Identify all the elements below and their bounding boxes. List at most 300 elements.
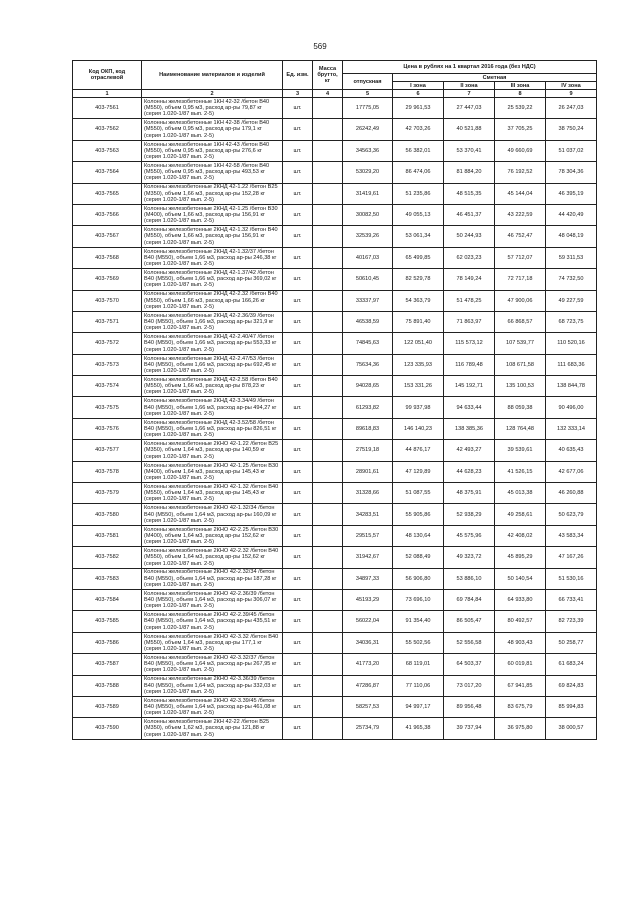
cell-zone-3-price: 128 764,48 — [495, 418, 546, 439]
cell-code: 403-7565 — [73, 183, 142, 204]
cell-release-price: 53029,20 — [343, 162, 393, 183]
cell-zone-3-price: 57 712,07 — [495, 247, 546, 268]
cell-zone-1-price: 77 110,06 — [393, 675, 444, 696]
cell-name: Колонны железобетонные 2КНД 42-2.47/53 /бетон В40 (М550), объем 1,66 м3, расход ар-ры 692,45 кг (серия 1.020-1/87 вып. 2-5) — [142, 354, 283, 375]
cell-name: Колонны железобетонные 2КНД 42-1.37/42 /бетон В40 (М550), объем 1,66 м3, расход ар-ры 369,02 кг (серия 1.020-1/87 вып. 2-5) — [142, 269, 283, 290]
cell-zone-2-price: 42 493,27 — [444, 440, 495, 461]
cell-name: Колонны железобетонные 2КНО 42-2.36/39 /бетон В40 (М550), объем 1,64 м3, расход ар-ры 306,07 кг (серия 1.020-1/87 вып. 2-5) — [142, 589, 283, 610]
table-row — [73, 611, 597, 632]
cell-unit: шт. — [283, 290, 313, 311]
cell-unit: шт. — [283, 654, 313, 675]
cell-code: 403-7589 — [73, 696, 142, 717]
cell-zone-3-price: 67 941,85 — [495, 675, 546, 696]
cell-zone-4-price: 46 395,19 — [546, 183, 597, 204]
cell-unit: шт. — [283, 140, 313, 161]
cell-zone-3-price: 39 539,61 — [495, 440, 546, 461]
cell-mass — [313, 354, 343, 375]
cell-code: 403-7579 — [73, 483, 142, 504]
cell-zone-2-price: 94 633,44 — [444, 397, 495, 418]
cell-code: 403-7577 — [73, 440, 142, 461]
cell-mass — [313, 311, 343, 332]
cell-mass — [313, 483, 343, 504]
cell-code: 403-7562 — [73, 119, 142, 140]
table-row — [73, 525, 597, 546]
col-number: 5 — [343, 90, 393, 98]
cell-zone-3-price: 135 100,53 — [495, 376, 546, 397]
table-row — [73, 162, 597, 183]
cell-unit: шт. — [283, 589, 313, 610]
cell-code: 403-7576 — [73, 418, 142, 439]
col-number: 7 — [444, 90, 495, 98]
cell-name: Колонны железобетонные 2КНД 42-2.36/39 /бетон В40 (М550), объем 1,66 м3, расход ар-ры 321,9 кг (серия 1.020-1/87 вып. 2-5) — [142, 311, 283, 332]
cell-unit: шт. — [283, 568, 313, 589]
col-number: 3 — [283, 90, 313, 98]
cell-zone-4-price: 51 037,02 — [546, 140, 597, 161]
cell-code: 403-7575 — [73, 397, 142, 418]
table-row — [73, 183, 597, 204]
cell-zone-4-price: 59 311,53 — [546, 247, 597, 268]
cell-zone-2-price: 71 863,97 — [444, 311, 495, 332]
cell-release-price: 28901,61 — [343, 461, 393, 482]
cell-zone-2-price: 39 737,94 — [444, 718, 495, 739]
cell-zone-3-price: 72 717,18 — [495, 269, 546, 290]
cell-zone-1-price: 47 129,89 — [393, 461, 444, 482]
cell-unit: шт. — [283, 547, 313, 568]
cell-unit: шт. — [283, 418, 313, 439]
table-row — [73, 675, 597, 696]
table-row — [73, 376, 597, 397]
header-zone-1: I зона — [393, 82, 444, 90]
cell-zone-1-price: 55 502,56 — [393, 632, 444, 653]
header-code: Код ОКП, код отраслевой — [73, 61, 142, 90]
table-row — [73, 696, 597, 717]
cell-code: 403-7587 — [73, 654, 142, 675]
cell-zone-4-price: 61 683,24 — [546, 654, 597, 675]
cell-zone-1-price: 146 140,23 — [393, 418, 444, 439]
cell-zone-3-price: 42 408,02 — [495, 525, 546, 546]
cell-release-price: 41773,20 — [343, 654, 393, 675]
cell-release-price: 61293,82 — [343, 397, 393, 418]
table-row — [73, 718, 597, 739]
cell-mass — [313, 397, 343, 418]
cell-release-price: 31419,61 — [343, 183, 393, 204]
cell-zone-2-price: 50 244,93 — [444, 226, 495, 247]
cell-zone-4-price: 90 496,00 — [546, 397, 597, 418]
table-row — [73, 140, 597, 161]
cell-zone-4-price: 78 304,36 — [546, 162, 597, 183]
cell-code: 403-7581 — [73, 525, 142, 546]
cell-zone-2-price: 115 573,12 — [444, 333, 495, 354]
col-number: 6 — [393, 90, 444, 98]
cell-mass — [313, 718, 343, 739]
cell-code: 403-7586 — [73, 632, 142, 653]
cell-unit: шт. — [283, 204, 313, 225]
table-row — [73, 483, 597, 504]
cell-unit: шт. — [283, 675, 313, 696]
cell-zone-2-price: 86 505,47 — [444, 611, 495, 632]
cell-zone-3-price: 37 705,25 — [495, 119, 546, 140]
cell-name: Колонны железобетонные 2КНД 42-2.40/47 /бетон В40 (М550), объем 1,66 м3, расход ар-ры 553,33 кг (серия 1.020-1/87 вып. 2-5) — [142, 333, 283, 354]
cell-release-price: 33337,97 — [343, 290, 393, 311]
cell-zone-1-price: 56 906,80 — [393, 568, 444, 589]
cell-zone-3-price: 45 144,04 — [495, 183, 546, 204]
cell-unit: шт. — [283, 461, 313, 482]
table-row — [73, 204, 597, 225]
cell-code: 403-7568 — [73, 247, 142, 268]
cell-code: 403-7572 — [73, 333, 142, 354]
cell-zone-1-price: 122 051,40 — [393, 333, 444, 354]
cell-name: Колонны железобетонные 2КНО 42-3.39/45 /бетон В40 (М550), объем 1,64 м3, расход ар-ры 461,08 кг (серия 1.020-1/87 вып. 2-5) — [142, 696, 283, 717]
table-row — [73, 290, 597, 311]
cell-mass — [313, 162, 343, 183]
cell-zone-1-price: 99 937,98 — [393, 397, 444, 418]
cell-mass — [313, 333, 343, 354]
cell-name: Колонны железобетонные 2КНО 42-1.25 /бетон В30 (М400), объем 1,64 м3, расход ар-ры 145,43 кг (серия 1.020-1/87 вып. 2-5) — [142, 461, 283, 482]
cell-zone-4-price: 49 227,59 — [546, 290, 597, 311]
cell-mass — [313, 654, 343, 675]
table-row — [73, 418, 597, 439]
cell-zone-3-price: 47 900,06 — [495, 290, 546, 311]
cell-unit: шт. — [283, 311, 313, 332]
cell-mass — [313, 247, 343, 268]
cell-name: Колонны железобетонные 2КНО 42-2.32 /бетон В40 (М550), объем 1,64 м3, расход ар-ры 152,62 кг (серия 1.020-1/87 вып. 2-5) — [142, 547, 283, 568]
cell-zone-3-price: 45 013,38 — [495, 483, 546, 504]
cell-mass — [313, 632, 343, 653]
cell-zone-2-price: 89 956,48 — [444, 696, 495, 717]
cell-zone-2-price: 52 556,58 — [444, 632, 495, 653]
cell-zone-4-price: 48 048,19 — [546, 226, 597, 247]
cell-unit: шт. — [283, 333, 313, 354]
cell-unit: шт. — [283, 611, 313, 632]
cell-name: Колонны железобетонные 2КНД 42-3.52/58 /бетон В40 (М550), объем 1,66 м3, расход ар-ры 826,51 кг (серия 1.020-1/87 вып. 2-5) — [142, 418, 283, 439]
header-name: Наименование материалов и изделий — [142, 61, 283, 90]
cell-name: Колонны железобетонные 2КНД 42-3.34/49 /бетон В40 (М550), объем 1,66 м3, расход ар-ры 494,27 кг (серия 1.020-1/87 вып. 2-5) — [142, 397, 283, 418]
cell-code: 403-7571 — [73, 311, 142, 332]
cell-zone-2-price: 49 323,72 — [444, 547, 495, 568]
cell-code: 403-7569 — [73, 269, 142, 290]
cell-zone-2-price: 46 451,37 — [444, 204, 495, 225]
cell-zone-1-price: 52 088,49 — [393, 547, 444, 568]
cell-zone-3-price: 66 868,57 — [495, 311, 546, 332]
cell-code: 403-7584 — [73, 589, 142, 610]
cell-release-price: 31942,67 — [343, 547, 393, 568]
col-number: 2 — [142, 90, 283, 98]
cell-zone-4-price: 85 994,83 — [546, 696, 597, 717]
cell-mass — [313, 119, 343, 140]
cell-name: Колонны железобетонные 2КНО 42-1.32/34 /бетон В40 (М550), объем 1,64 м3, расход ар-ры 160,09 кг (серия 1.020-1/87 вып. 2-5) — [142, 504, 283, 525]
cell-unit: шт. — [283, 397, 313, 418]
cell-zone-2-price: 44 628,23 — [444, 461, 495, 482]
cell-zone-1-price: 73 696,10 — [393, 589, 444, 610]
cell-unit: шт. — [283, 162, 313, 183]
cell-zone-1-price: 51 087,55 — [393, 483, 444, 504]
cell-zone-3-price: 45 895,29 — [495, 547, 546, 568]
cell-release-price: 75634,36 — [343, 354, 393, 375]
cell-release-price: 34897,33 — [343, 568, 393, 589]
cell-name: Колонны железобетонные 2КНД 42-1.32/37 /бетон В40 (М550), объем 1,66 м3, расход ар-ры 246,38 кг (серия 1.020-1/87 вып. 2-5) — [142, 247, 283, 268]
cell-zone-1-price: 53 061,34 — [393, 226, 444, 247]
header-price-group: Цена в рублях на 1 квартал 2016 года (без НДС) — [343, 61, 597, 74]
cell-zone-4-price: 132 333,14 — [546, 418, 597, 439]
cell-mass — [313, 140, 343, 161]
cell-release-price: 34283,51 — [343, 504, 393, 525]
cell-zone-1-price: 123 335,93 — [393, 354, 444, 375]
cell-unit: шт. — [283, 354, 313, 375]
header-mass: Масса брутто, кг — [313, 61, 343, 90]
cell-unit: шт. — [283, 483, 313, 504]
cell-mass — [313, 461, 343, 482]
cell-zone-3-price: 49 660,69 — [495, 140, 546, 161]
cell-mass — [313, 675, 343, 696]
cell-mass — [313, 183, 343, 204]
table-row — [73, 461, 597, 482]
cell-zone-4-price: 47 167,26 — [546, 547, 597, 568]
cell-zone-1-price: 86 474,06 — [393, 162, 444, 183]
cell-zone-4-price: 74 732,50 — [546, 269, 597, 290]
cell-zone-3-price: 49 258,61 — [495, 504, 546, 525]
cell-release-price: 30082,50 — [343, 204, 393, 225]
cell-zone-4-price: 68 723,75 — [546, 311, 597, 332]
cell-zone-2-price: 51 478,25 — [444, 290, 495, 311]
cell-code: 403-7583 — [73, 568, 142, 589]
cell-zone-4-price: 82 723,39 — [546, 611, 597, 632]
cell-zone-1-price: 65 499,85 — [393, 247, 444, 268]
cell-mass — [313, 376, 343, 397]
cell-mass — [313, 504, 343, 525]
table-row — [73, 119, 597, 140]
cell-name: Колонны железобетонные 1КН 42-38 /бетон В40 (М550), объем 0,95 м3, расход ар-ры 179,1 кг (серия 1.020-1/87 вып. 2-5) — [142, 119, 283, 140]
cell-mass — [313, 418, 343, 439]
cell-unit: шт. — [283, 269, 313, 290]
cell-code: 403-7588 — [73, 675, 142, 696]
table-row — [73, 333, 597, 354]
cell-code: 403-7578 — [73, 461, 142, 482]
cell-name: Колонны железобетонные 2КНО 42-2.39/45 /бетон В40 (М550), объем 1,64 м3, расход ар-ры 435,51 кг (серия 1.020-1/87 вып. 2-5) — [142, 611, 283, 632]
cell-release-price: 56022,04 — [343, 611, 393, 632]
cell-zone-2-price: 138 385,36 — [444, 418, 495, 439]
cell-release-price: 40167,03 — [343, 247, 393, 268]
cell-unit: шт. — [283, 525, 313, 546]
col-number: 8 — [495, 90, 546, 98]
cell-code: 403-7570 — [73, 290, 142, 311]
cell-unit: шт. — [283, 632, 313, 653]
cell-name: Колонны железобетонные 1КН 42-32 /бетон В40 (М550), объем 0,95 м3, расход ар-ры 79,87 кг (серия 1.020-1/87 вып. 2-5) — [142, 98, 283, 119]
cell-zone-1-price: 75 891,40 — [393, 311, 444, 332]
cell-zone-4-price: 51 530,16 — [546, 568, 597, 589]
cell-code: 403-7566 — [73, 204, 142, 225]
cell-zone-2-price: 52 938,29 — [444, 504, 495, 525]
table-row — [73, 311, 597, 332]
cell-release-price: 94028,65 — [343, 376, 393, 397]
table-row — [73, 589, 597, 610]
cell-zone-3-price: 41 526,15 — [495, 461, 546, 482]
cell-code: 403-7573 — [73, 354, 142, 375]
cell-code: 403-7580 — [73, 504, 142, 525]
cell-zone-3-price: 107 539,77 — [495, 333, 546, 354]
cell-zone-1-price: 44 876,17 — [393, 440, 444, 461]
cell-zone-4-price: 111 683,36 — [546, 354, 597, 375]
cell-zone-2-price: 62 023,23 — [444, 247, 495, 268]
cell-unit: шт. — [283, 183, 313, 204]
cell-name: Колонны железобетонные 2КНД 42-1.25 /бетон В30 (М400), объем 1,66 м3, расход ар-ры 156,91 кг (серия 1.020-1/87 вып. 2-5) — [142, 204, 283, 225]
cell-code: 403-7585 — [73, 611, 142, 632]
table-row — [73, 504, 597, 525]
cell-zone-3-price: 83 675,79 — [495, 696, 546, 717]
cell-mass — [313, 226, 343, 247]
cell-release-price: 45193,29 — [343, 589, 393, 610]
cell-unit: шт. — [283, 696, 313, 717]
cell-zone-3-price: 43 222,59 — [495, 204, 546, 225]
table-row — [73, 397, 597, 418]
cell-zone-3-price: 60 019,81 — [495, 654, 546, 675]
cell-mass — [313, 696, 343, 717]
cell-zone-1-price: 55 905,86 — [393, 504, 444, 525]
cell-release-price: 46538,59 — [343, 311, 393, 332]
cell-zone-2-price: 40 521,88 — [444, 119, 495, 140]
header-estimate: Сметная — [393, 74, 597, 82]
cell-zone-4-price: 110 520,16 — [546, 333, 597, 354]
table-row — [73, 632, 597, 653]
cell-code: 403-7590 — [73, 718, 142, 739]
cell-release-price: 89618,83 — [343, 418, 393, 439]
cell-zone-4-price: 38 000,57 — [546, 718, 597, 739]
cell-release-price: 26242,49 — [343, 119, 393, 140]
table-row — [73, 568, 597, 589]
cell-zone-2-price: 64 503,37 — [444, 654, 495, 675]
header-zone-3: III зона — [495, 82, 546, 90]
cell-zone-2-price: 45 575,96 — [444, 525, 495, 546]
cell-zone-3-price: 25 539,22 — [495, 98, 546, 119]
cell-zone-2-price: 69 784,84 — [444, 589, 495, 610]
table-row — [73, 654, 597, 675]
cell-zone-1-price: 54 363,79 — [393, 290, 444, 311]
cell-zone-1-price: 29 961,53 — [393, 98, 444, 119]
cell-zone-1-price: 94 997,17 — [393, 696, 444, 717]
cell-code: 403-7574 — [73, 376, 142, 397]
cell-unit: шт. — [283, 718, 313, 739]
cell-zone-2-price: 27 447,03 — [444, 98, 495, 119]
cell-zone-2-price: 53 370,41 — [444, 140, 495, 161]
cell-name: Колонны железобетонные 2КНД 42-2.58 /бетон В40 (М550), объем 1,66 м3, расход ар-ры 878,23 кг (серия 1.020-1/87 вып. 2-5) — [142, 376, 283, 397]
cell-unit: шт. — [283, 247, 313, 268]
cell-mass — [313, 269, 343, 290]
cell-zone-3-price: 108 671,58 — [495, 354, 546, 375]
cell-mass — [313, 589, 343, 610]
cell-zone-3-price: 50 140,54 — [495, 568, 546, 589]
cell-mass — [313, 204, 343, 225]
price-table — [72, 60, 597, 740]
cell-unit: шт. — [283, 440, 313, 461]
cell-zone-4-price: 66 733,41 — [546, 589, 597, 610]
cell-zone-1-price: 51 235,86 — [393, 183, 444, 204]
cell-zone-1-price: 41 965,38 — [393, 718, 444, 739]
cell-zone-1-price: 153 331,26 — [393, 376, 444, 397]
header-unit: Ед. изм. — [283, 61, 313, 90]
col-number: 9 — [546, 90, 597, 98]
cell-mass — [313, 440, 343, 461]
cell-zone-2-price: 73 017,20 — [444, 675, 495, 696]
cell-zone-3-price: 46 752,47 — [495, 226, 546, 247]
cell-zone-2-price: 145 192,71 — [444, 376, 495, 397]
cell-name: Колонны железобетонные 2КНО 42-3.32 /бетон В40 (М550), объем 1,64 м3, расход ар-ры 177,1 кг (серия 1.020-1/87 вып. 2-5) — [142, 632, 283, 653]
col-number: 1 — [73, 90, 142, 98]
cell-name: Колонны железобетонные 2КНО 42-3.36/39 /бетон В40 (М550), объем 1,64 м3, расход ар-ры 332,03 кг (серия 1.020-1/87 вып. 2-5) — [142, 675, 283, 696]
cell-zone-3-price: 36 975,80 — [495, 718, 546, 739]
cell-code: 403-7567 — [73, 226, 142, 247]
cell-release-price: 17775,05 — [343, 98, 393, 119]
cell-zone-1-price: 48 130,64 — [393, 525, 444, 546]
cell-mass — [313, 568, 343, 589]
cell-name: Колонны железобетонные 1КН 42-58 /бетон В40 (М550), объем 0,95 м3, расход ар-ры 493,53 кг (серия 1.020-1/87 вып. 2-5) — [142, 162, 283, 183]
cell-code: 403-7564 — [73, 162, 142, 183]
cell-name: Колонны железобетонные 2КНО 42-2.32/34 /бетон В40 (М550), объем 1,64 м3, расход ар-ры 187,28 кг (серия 1.020-1/87 вып. 2-5) — [142, 568, 283, 589]
cell-mass — [313, 98, 343, 119]
cell-release-price: 34036,31 — [343, 632, 393, 653]
cell-mass — [313, 547, 343, 568]
cell-zone-2-price: 53 886,10 — [444, 568, 495, 589]
cell-release-price: 58257,53 — [343, 696, 393, 717]
cell-mass — [313, 611, 343, 632]
cell-zone-4-price: 38 750,24 — [546, 119, 597, 140]
cell-release-price: 32539,26 — [343, 226, 393, 247]
cell-zone-3-price: 76 192,52 — [495, 162, 546, 183]
cell-zone-4-price: 44 420,49 — [546, 204, 597, 225]
cell-zone-2-price: 116 789,48 — [444, 354, 495, 375]
header-zone-4: IV зона — [546, 82, 597, 90]
cell-name: Колонны железобетонные 2КНД 42-1.32 /бетон В40 (М550), объем 1,66 м3, расход ар-ры 156,91 кг (серия 1.020-1/87 вып. 2-5) — [142, 226, 283, 247]
cell-zone-3-price: 64 933,80 — [495, 589, 546, 610]
cell-zone-4-price: 43 583,34 — [546, 525, 597, 546]
cell-name: Колонны железобетонные 2КНО 42-3.32/37 /бетон В40 (М550), объем 1,64 м3, расход ар-ры 267,95 кг (серия 1.020-1/87 вып. 2-5) — [142, 654, 283, 675]
cell-zone-3-price: 48 903,43 — [495, 632, 546, 653]
cell-release-price: 25734,79 — [343, 718, 393, 739]
cell-zone-1-price: 68 119,01 — [393, 654, 444, 675]
page-number: 569 — [313, 42, 327, 51]
cell-code: 403-7561 — [73, 98, 142, 119]
cell-release-price: 31328,66 — [343, 483, 393, 504]
cell-zone-4-price: 26 247,03 — [546, 98, 597, 119]
cell-name: Колонны железобетонные 2КНО 42-1.32 /бетон В40 (М550), объем 1,64 м3, расход ар-ры 145,43 кг (серия 1.020-1/87 вып. 2-5) — [142, 483, 283, 504]
cell-zone-2-price: 78 149,24 — [444, 269, 495, 290]
cell-name: Колонны железобетонные 2КНО 42-1.22 /бетон В25 (М350), объем 1,64 м3, расход ар-ры 140,59 кг (серия 1.020-1/87 вып. 2-5) — [142, 440, 283, 461]
cell-mass — [313, 290, 343, 311]
cell-zone-4-price: 42 677,06 — [546, 461, 597, 482]
cell-name: Колонны железобетонные 2КНД 42-2.32 /бетон В40 (М550), объем 1,66 м3, расход ар-ры 166,26 кг (серия 1.020-1/87 вып. 2-5) — [142, 290, 283, 311]
cell-zone-1-price: 82 529,78 — [393, 269, 444, 290]
cell-zone-2-price: 48 515,35 — [444, 183, 495, 204]
cell-unit: шт. — [283, 504, 313, 525]
cell-unit: шт. — [283, 119, 313, 140]
cell-mass — [313, 525, 343, 546]
table-row — [73, 98, 597, 119]
cell-zone-2-price: 48 375,91 — [444, 483, 495, 504]
header-zone-2: II зона — [444, 82, 495, 90]
cell-zone-4-price: 69 824,83 — [546, 675, 597, 696]
cell-zone-4-price: 50 623,79 — [546, 504, 597, 525]
table-row — [73, 247, 597, 268]
cell-release-price: 74845,63 — [343, 333, 393, 354]
cell-zone-4-price: 40 635,43 — [546, 440, 597, 461]
cell-zone-1-price: 91 354,40 — [393, 611, 444, 632]
col-number: 4 — [313, 90, 343, 98]
header-release: отпускная — [343, 74, 393, 90]
cell-zone-3-price: 88 059,38 — [495, 397, 546, 418]
cell-release-price: 50610,45 — [343, 269, 393, 290]
cell-zone-1-price: 49 055,13 — [393, 204, 444, 225]
cell-release-price: 47286,87 — [343, 675, 393, 696]
cell-name: Колонны железобетонные 2КНД 42-1.22 /бетон В25 (М350), объем 1,66 м3, расход ар-ры 152,28 кг (серия 1.020-1/87 вып. 2-5) — [142, 183, 283, 204]
cell-release-price: 27519,18 — [343, 440, 393, 461]
